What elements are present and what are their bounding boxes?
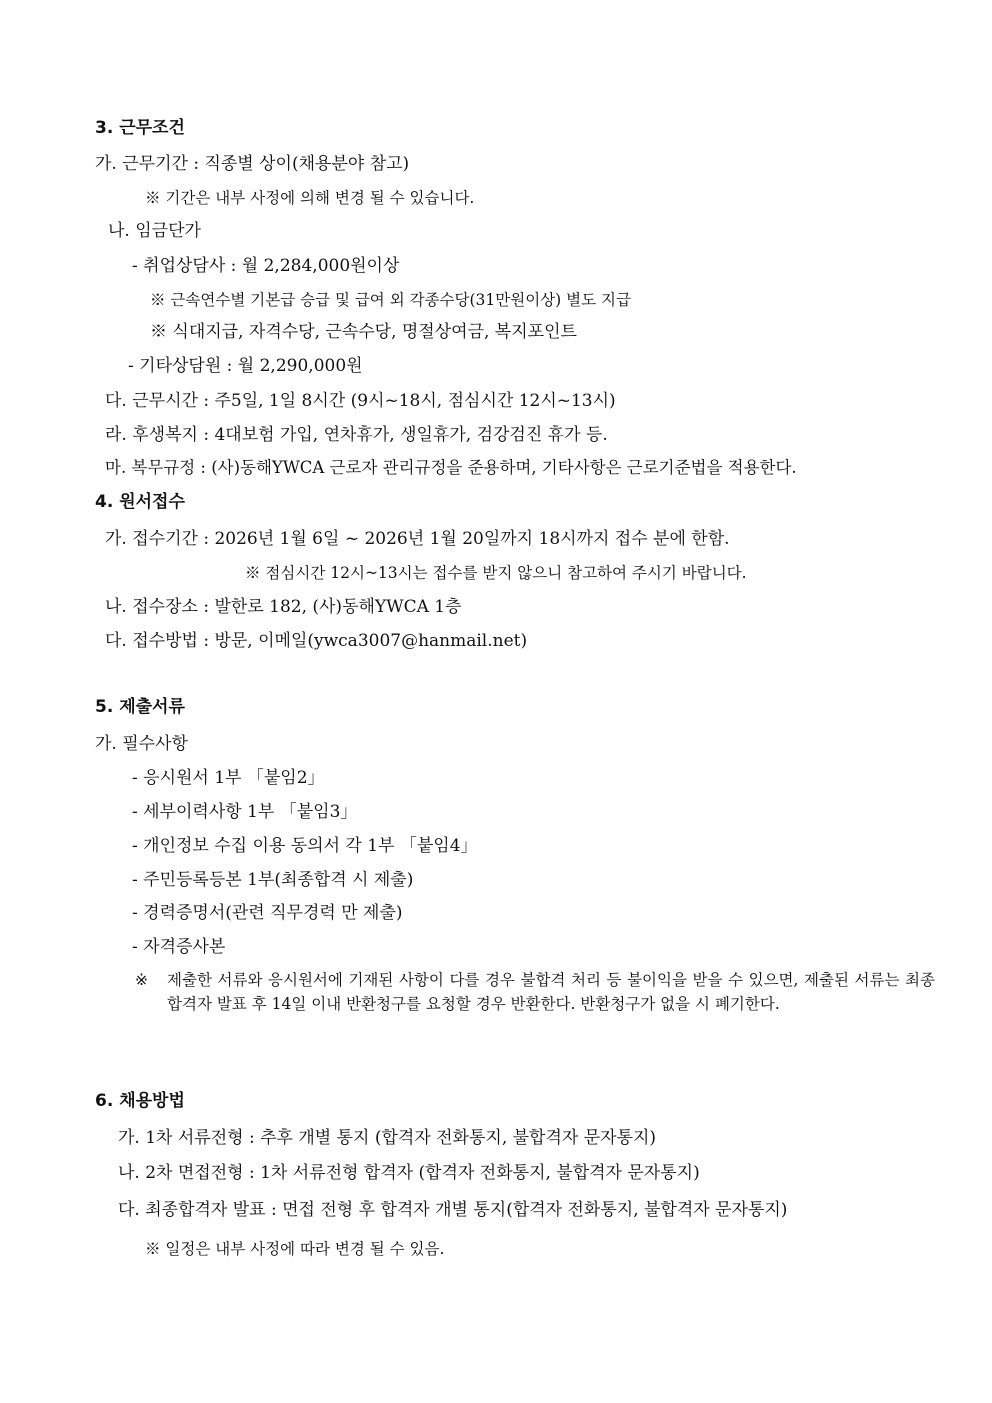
sec3-work-period: 가. 근무기간 : 직종별 상이(채용분야 참고) (95, 154, 410, 174)
sec4-place: 나. 접수장소 : 발한로 182, (사)동해YWCA 1층 (105, 597, 462, 617)
sec5-item: - 세부이력사항 1부 「붙임3」 (132, 802, 358, 822)
sec5-item: - 자격증사본 (132, 937, 226, 957)
sec5-item: - 경력증명서(관련 직무경력 만 제출) (132, 903, 403, 923)
sec3-work-period-note: ※ 기간은 내부 사정에 의해 변경 될 수 있습니다. (145, 189, 475, 207)
sec3-wage-counselor: - 취업상담사 : 월 2,284,000원이상 (132, 256, 400, 276)
section-4-title: 4. 원서접수 (95, 492, 185, 512)
sec4-method: 다. 접수방법 : 방문, 이메일(ywca3007@hanmail.net) (105, 631, 528, 651)
sec3-wage-other: - 기타상담원 : 월 2,290,000원 (128, 356, 363, 376)
sec5-item: - 주민등록등본 1부(최종합격 시 제출) (132, 870, 414, 890)
sec5-item: - 개인정보 수집 이용 동의서 각 1부 「붙임4」 (132, 836, 478, 856)
sec3-wage-heading: 나. 임금단가 (108, 221, 201, 241)
sec4-period: 가. 접수기간 : 2026년 1월 6일 ~ 2026년 1월 20일까지 18시까지 접수 분에 한함. (105, 529, 730, 549)
sec5-note (135, 968, 935, 1016)
sec5-note-text: 제출한 서류와 응시원서에 기재된 사항이 다를 경우 불합격 처리 등 불이익을 받을 수 있으면, 제출된 서류는 최종 합격자 발표 후 14일 이내 반환청구를 요청할 경우 반환한다. 반환청구가 없을 시 폐기한다. (167, 971, 935, 1013)
section-3-title: 3. 근무조건 (95, 118, 185, 138)
sec3-welfare: 라. 후생복지 : 4대보험 가입, 연차휴가, 생일휴가, 검강검진 휴가 등. (105, 425, 608, 445)
sec3-wage-note-2: ※ 식대지급, 자격수당, 근속수당, 명절상여금, 복지포인트 (150, 322, 577, 342)
sec6-interview: 나. 2차 면접전형 : 1차 서류전형 합격자 (합격자 전화통지, 불합격자 문자통지) (118, 1163, 700, 1183)
sec5-note-mark: ※ (135, 971, 148, 989)
section-5-title: 5. 제출서류 (95, 697, 185, 717)
sec6-final-announcement: 다. 최종합격자 발표 : 면접 전형 후 합격자 개별 통지(합격자 전화통지, 불합격자 문자통지) (118, 1200, 788, 1220)
sec3-work-hours: 다. 근무시간 : 주5일, 1일 8시간 (9시~18시, 점심시간 12시~13시) (105, 391, 616, 411)
sec6-schedule-note: ※ 일정은 내부 사정에 따라 변경 될 수 있음. (145, 1240, 445, 1258)
sec4-period-note: ※ 점심시간 12시~13시는 접수를 받지 않으니 참고하여 주시기 바랍니다. (245, 564, 747, 582)
sec3-wage-note-1: ※ 근속연수별 기본급 승급 및 급여 외 각종수당(31만원이상) 별도 지급 (150, 291, 631, 309)
sec5-item: - 응시원서 1부 「붙임2」 (132, 768, 325, 788)
sec5-required-heading: 가. 필수사항 (95, 734, 188, 754)
section-6-title: 6. 채용방법 (95, 1091, 185, 1111)
sec6-document-screening: 가. 1차 서류전형 : 추후 개별 통지 (합격자 전화통지, 불합격자 문자통지) (118, 1128, 657, 1148)
sec3-regulations: 마. 복무규정 : (사)동해YWCA 근로자 관리규정을 준용하며, 기타사항은 근로기준법을 적용한다. (105, 458, 797, 477)
